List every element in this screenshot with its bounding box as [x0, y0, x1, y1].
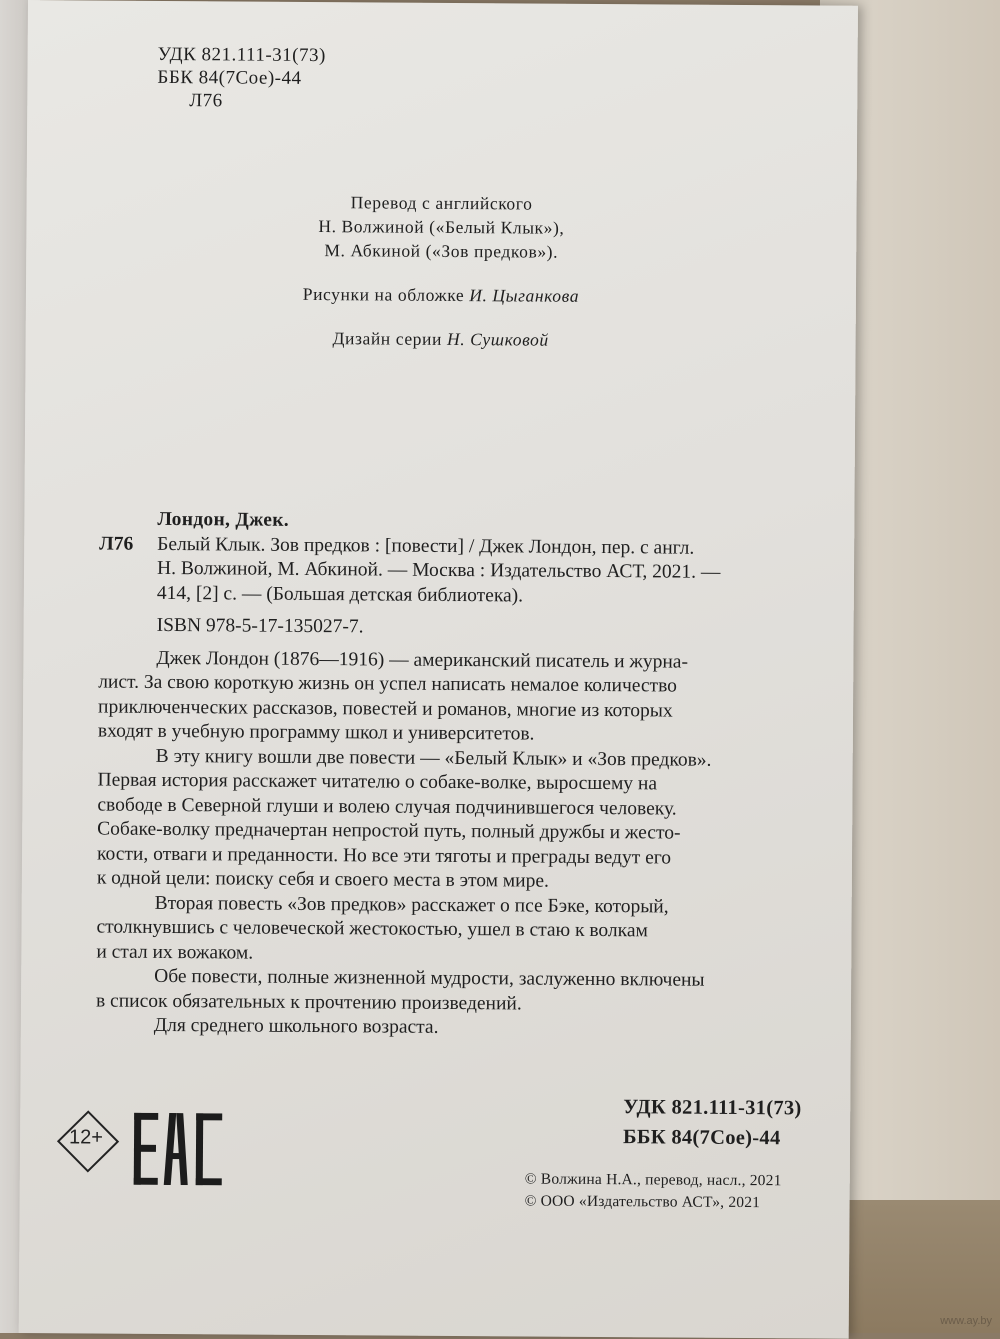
copyright-block — [525, 1168, 782, 1214]
copyright-translation: © Волжина Н.А., перевод, насл., 2021 — [524, 1170, 782, 1190]
annotation-paragraph-4: Обе повести, полные жизненной мудрости, заслуженно включены в список обязательных к прочтению произведений. — [95, 965, 705, 1014]
age-rating-badge — [60, 1113, 112, 1165]
translator-line-1: Н. Волжиной («Белый Клык»), — [318, 216, 565, 238]
translation-line: Перевод с английского — [350, 192, 533, 214]
bibliographic-record — [96, 508, 830, 1044]
annotation-paragraph-2: В эту книгу вошли две повести — «Белый Клык» и «Зов предков». Первая история расскажет читателю о собаке-волке, выросшему на свободе в Северной глуши и волею случая подчинившегося человеку. Собаке-волку предначертан непростой путь, полный дружбы и жесто- кости, отваги и преданности. Но все эти тяготы и преграды ведут его к одной цели: поиску себя и своего места в этом мире. — [96, 745, 712, 892]
copyright-publisher: © ООО «Издательство АСТ», 2021 — [524, 1192, 761, 1212]
design-credit: Дизайн серии Н. Сушковой — [332, 328, 549, 350]
record-line-3: 414, [2] с. — (Большая детская библиотека). — [156, 582, 524, 606]
bbk-code-bottom: ББК 84(7Сое)-44 — [622, 1126, 781, 1150]
top-classification — [157, 43, 326, 113]
credits-block — [26, 188, 857, 354]
annotation-paragraph-1: Джек Лондон (1876—1916) — американский писатель и журна- лист. За свою короткую жизнь он успел написать немалое количество приключенческих рассказов, повестей и романов, многие из которых входят в учебную программу школ и университетов. — [97, 647, 689, 745]
record-line-1: Л76 Белый Клык. Зов предков : [повести] / Джек Лондон, пер. с англ. — [99, 533, 695, 559]
bottom-classification — [623, 1092, 802, 1153]
annotation — [96, 646, 829, 1043]
record-author: Лондон, Джек. — [157, 508, 290, 531]
annotation-paragraph-3: Вторая повесть «Зов предков» расскажет о псе Бэке, который, столкнувшись с человеческой жестокостью, ушел в стаю к волкам и стал их вожаком. — [96, 892, 669, 964]
record-line-2: Н. Волжиной, М. Абкиной. — Москва : Издательство АСТ, 2021. — — [156, 557, 721, 583]
translator-line-2: М. Абкиной («Зов предков»). — [324, 240, 559, 262]
bbk-code: ББК 84(7Сое)-44 — [157, 66, 302, 89]
eac-mark-icon — [132, 1113, 228, 1186]
udk-code-bottom: УДК 821.111-31(73) — [623, 1096, 802, 1120]
book-page — [19, 0, 858, 1339]
udk-code: УДК 821.111-31(73) — [157, 43, 326, 67]
annotation-paragraph-5: Для среднего школьного возраста. — [153, 1014, 439, 1038]
site-watermark: www.ay.by — [940, 1315, 992, 1327]
author-mark: Л76 — [189, 90, 223, 112]
record-code: Л76 — [99, 533, 134, 555]
age-rating-label: 12+ — [69, 1126, 104, 1149]
eac-logo — [132, 1113, 228, 1191]
isbn: ISBN 978-5-17-135027-7. — [156, 614, 364, 638]
cover-credit: Рисунки на обложке И. Цыганкова — [302, 283, 580, 306]
